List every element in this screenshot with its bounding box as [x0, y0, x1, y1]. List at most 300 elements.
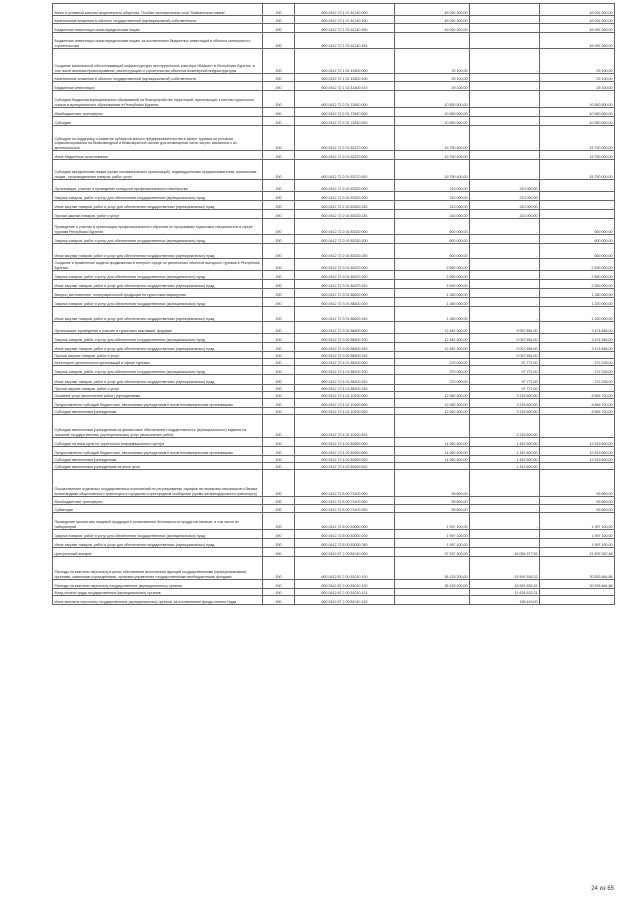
row-classification-cell: 600 0412 72 2 01 82270 810: [295, 160, 395, 180]
row-code-cell: 200: [263, 399, 295, 408]
row-approved-cell: 10 550 500,00: [395, 108, 470, 117]
row-remaining-cell: 2 590 000,00: [540, 271, 615, 280]
row-remaining-cell: 2 590 000,00: [540, 259, 615, 271]
row-remaining-cell: -: [540, 415, 615, 438]
row-remaining-cell: 8 846 700,00: [540, 399, 615, 408]
table-row: [53, 375, 615, 385]
row-code-cell: 200: [263, 180, 295, 192]
row-approved-cell: 12 082 300,00: [395, 399, 470, 408]
table-row: [53, 322, 615, 334]
row-classification-cell: 600 0412 72 3 02 88400 244: [295, 352, 395, 359]
table-row: [53, 271, 615, 280]
row-classification-cell: 600 0412 72 2 01 72810 500: [295, 108, 395, 117]
row-remaining-cell: 272 228,00: [540, 366, 615, 375]
row-classification-cell: 600 0412 72 4 02 10100 600: [295, 399, 395, 408]
row-executed-cell: -: [470, 244, 540, 259]
row-name-cell: Субсидии автономным учреждениям: [53, 408, 263, 415]
row-code-cell: 200: [263, 366, 295, 375]
table-row: [53, 259, 615, 271]
row-classification-cell: 600 0412 72 3 02 88400 200: [295, 334, 395, 343]
row-executed-cell: 1 442 600,00: [470, 463, 540, 470]
row-executed-cell: 3 215 600,00: [470, 408, 540, 415]
row-name-cell: Проведение экспертизы пищевой продукции и установление безопасности продуктов питания, в том числе из лабораторий: [53, 513, 263, 530]
row-remaining-cell: 8 846 700,00: [540, 392, 615, 399]
row-approved-cell: 2 590 000,00: [395, 271, 470, 280]
row-code-cell: 200: [263, 16, 295, 24]
table-row: [53, 438, 615, 447]
row-code-cell: 200: [263, 151, 295, 160]
row-classification-cell: 600 0412 72 4 01 88100 200: [295, 366, 395, 375]
row-name-cell: Субсидии автономным учреждениям: [53, 456, 263, 463]
row-approved-cell: 1 280 000,00: [395, 307, 470, 322]
row-name-cell: Иные выплаты персоналу государственных (муниципальных) органов, за исключением фонда оплаты труда: [53, 596, 263, 605]
row-remaining-cell: 29 100,00: [540, 82, 615, 91]
row-code-cell: 200: [263, 322, 295, 334]
row-name-cell: Создание и применение модели продвижения в интернет-среде по увеличению объектов въездного туризма в Республике Бурятия: [53, 259, 263, 271]
row-code-cell: 200: [263, 438, 295, 447]
row-name-cell: Мониторинг деятельности организаций в сфере туризма: [53, 359, 263, 366]
table-row: [53, 235, 615, 244]
row-executed-cell: 97 772,00: [470, 375, 540, 385]
row-name-cell: Субсидия на поддержку и развитие субъектов малого предпринимательства в сфере туризма на условиях софинансирования на безвозмездной и безвозвратной основе для возмещения части затрат, связанных с их деятельностью: [53, 126, 263, 151]
row-code-cell: 200: [263, 415, 295, 438]
row-classification-cell: 600 0412 72 3 01 82670 240: [295, 280, 395, 289]
row-approved-cell: 49 092 300,00: [395, 16, 470, 24]
row-executed-cell: 1 442 600,00: [470, 438, 540, 447]
row-approved-cell: 1 997 100,00: [395, 530, 470, 539]
row-classification-cell: 600 0412 72 4 02 10100 000: [295, 392, 395, 399]
row-classification-cell: 600 0412 72 3 01 88200 240: [295, 307, 395, 322]
row-remaining-cell: 59 800,00: [540, 505, 615, 513]
row-code-cell: 200: [263, 375, 295, 385]
row-remaining-cell: 1 200 000,00: [540, 298, 615, 307]
row-approved-cell: 29 100,00: [395, 82, 470, 91]
row-code-cell: 200: [263, 596, 295, 605]
row-name-cell: Прочая закупка товаров, работ и услуг: [53, 210, 263, 219]
table-row: [53, 447, 615, 456]
row-name-cell: Прочая закупка товаров, работ и услуг: [53, 385, 263, 392]
row-remaining-cell: 1 997 100,00: [540, 539, 615, 548]
row-approved-cell: 210 000,00: [395, 180, 470, 192]
row-executed-cell: -: [470, 530, 540, 539]
row-remaining-cell: 19 750 000,00: [540, 151, 615, 160]
row-executed-cell: 15 591 535,32: [470, 557, 540, 580]
row-name-cell: Иные закупки товаров, работ и услуг для обеспечения государственных (муниципальных) нужд: [53, 307, 263, 322]
row-code-cell: 200: [263, 497, 295, 505]
table-row: [53, 160, 615, 180]
row-executed-cell: 3 215 600,00: [470, 415, 540, 438]
table-row: [53, 456, 615, 463]
row-executed-cell: -: [470, 4, 540, 16]
row-code-cell: 200: [263, 589, 295, 596]
row-remaining-cell: 49 092 300,00: [540, 33, 615, 49]
table-row: [53, 4, 615, 16]
table-row: [53, 307, 615, 322]
row-executed-cell: 9 067 654,00: [470, 334, 540, 343]
row-name-cell: Субвенции: [53, 505, 263, 513]
row-code-cell: 200: [263, 385, 295, 392]
row-classification-cell: 600 0412 72 3 01 82670 200: [295, 271, 395, 280]
row-approved-cell: 210 000,00: [395, 192, 470, 201]
row-name-cell: Закупка товаров, работ и услуг для обеспечения государственных (муниципальных) нужд: [53, 235, 263, 244]
row-classification-cell: 600 0412 87 2 00 81010 121: [295, 589, 395, 596]
row-classification-cell: 600 0412 72 2 01 82270 800: [295, 151, 395, 160]
row-executed-cell: 97 772,00: [470, 359, 540, 366]
row-name-cell: Иные закупки товаров, работ и услуг для обеспечения государственных (муниципальных) нужд: [53, 375, 263, 385]
row-approved-cell: 12 482 300,00: [395, 322, 470, 334]
row-name-cell: Закупка товаров, работ и услуг для обеспечения государственных (муниципальных) нужд: [53, 271, 263, 280]
report-page: [52, 3, 614, 605]
row-name-cell: Предоставление субсидий бюджетным, автономным учреждениям и иным некоммерческим организациям: [53, 447, 263, 456]
row-name-cell: Организация, участие и проведение конкурсов профессионального мастерства: [53, 180, 263, 192]
row-code-cell: 200: [263, 447, 295, 456]
row-remaining-cell: 272 228,00: [540, 375, 615, 385]
table-row: [53, 589, 615, 596]
row-approved-cell: 19 750 400,00: [395, 151, 470, 160]
table-row: [53, 343, 615, 352]
row-name-cell: Бюджетные инвестиции: [53, 82, 263, 91]
row-remaining-cell: 1 200 000,00: [540, 307, 615, 322]
row-approved-cell: 210 000,00: [395, 201, 470, 210]
row-executed-cell: 210 000,00: [470, 192, 540, 201]
row-approved-cell: 2 590 000,00: [395, 280, 470, 289]
table-row: [53, 49, 615, 74]
row-approved-cell: 14 062 400,00: [395, 447, 470, 456]
row-name-cell: Бюджетные инвестиции иным юридическим лицам: [53, 24, 263, 33]
row-code-cell: 200: [263, 91, 295, 108]
table-row: [53, 399, 615, 408]
row-classification-cell: 600 0412 72 1 01 61240 452: [295, 33, 395, 49]
row-remaining-cell: 2 590 000,00: [540, 280, 615, 289]
row-code-cell: 200: [263, 548, 295, 557]
row-approved-cell: -: [395, 596, 470, 605]
row-name-cell: Иные закупки товаров, работ и услуг для обеспечения государственных (муниципальных) нужд: [53, 201, 263, 210]
row-classification-cell: 600 0412 87 2 00 81010 000: [295, 548, 395, 557]
row-classification-cell: 600 0412 72 8 00 83000 240: [295, 539, 395, 548]
row-remaining-cell: 29 100,00: [540, 49, 615, 74]
row-approved-cell: 19 750 400,00: [395, 126, 470, 151]
row-code-cell: 200: [263, 24, 295, 33]
row-code-cell: 200: [263, 298, 295, 307]
row-approved-cell: 12 482 300,00: [395, 343, 470, 352]
row-executed-cell: -: [470, 151, 540, 160]
row-approved-cell: 29 100,00: [395, 74, 470, 82]
row-approved-cell: -: [395, 385, 470, 392]
row-classification-cell: 600 0412 72 4 02 82690 622: [295, 463, 395, 470]
row-classification-cell: 600 0412 87 2 00 81010 122: [295, 596, 395, 605]
row-name-cell: Фонд оплаты труда государственных (муниципальных) органов: [53, 589, 263, 596]
table-row: [53, 289, 615, 298]
row-remaining-cell: 20 533 664,68: [540, 557, 615, 580]
row-executed-cell: -: [470, 280, 540, 289]
row-classification-cell: 600 0412 72 8 00 73100 000: [295, 470, 395, 497]
row-code-cell: 200: [263, 359, 295, 366]
row-classification-cell: 600 0412 72 2 01 72810 520: [295, 117, 395, 126]
row-approved-cell: -: [395, 352, 470, 359]
row-executed-cell: -: [470, 289, 540, 298]
table-row: [53, 470, 615, 497]
table-row: [53, 117, 615, 126]
row-name-cell: Субсидии: [53, 117, 263, 126]
budget-table-body: [53, 4, 615, 605]
table-row: [53, 580, 615, 589]
row-approved-cell: 14 062 400,00: [395, 438, 470, 447]
row-executed-cell: 9 007 654,00: [470, 343, 540, 352]
row-approved-cell: 49 092 300,00: [395, 24, 470, 33]
row-executed-cell: -: [470, 513, 540, 530]
row-approved-cell: 59 800,00: [395, 497, 470, 505]
table-row: [53, 280, 615, 289]
row-remaining-cell: -: [540, 589, 615, 596]
row-executed-cell: 97 772,00: [470, 385, 540, 392]
table-row: [53, 192, 615, 201]
row-code-cell: 200: [263, 530, 295, 539]
row-remaining-cell: 8 846 700,00: [540, 408, 615, 415]
row-executed-cell: 1 442 600,00: [470, 456, 540, 463]
row-remaining-cell: -: [540, 210, 615, 219]
row-executed-cell: -: [470, 298, 540, 307]
row-remaining-cell: -: [540, 463, 615, 470]
row-approved-cell: 19 790 400,00: [395, 160, 470, 180]
row-classification-cell: 600 0412 72 3 02 88400 240: [295, 343, 395, 352]
table-row: [53, 24, 615, 33]
row-classification-cell: 600 0412 72 2 01 72810 000: [295, 91, 395, 108]
row-executed-cell: -: [470, 49, 540, 74]
row-remaining-cell: -: [540, 201, 615, 210]
row-executed-cell: 210 000,00: [470, 201, 540, 210]
row-remaining-cell: 10 550 500,00: [540, 91, 615, 108]
row-classification-cell: 600 0412 72 4 02 82690 600: [295, 447, 395, 456]
row-name-cell: Бюджетные инвестиции иным юридическим лицам, за исключением бюджетных инвестиций в объекты капитального строительства: [53, 33, 263, 49]
row-executed-cell: -: [470, 91, 540, 108]
row-code-cell: 200: [263, 456, 295, 463]
row-name-cell: Иные закупки товаров, работ и услуг для обеспечения государственных (муниципальных) нужд: [53, 280, 263, 289]
row-name-cell: Закупка товаров, работ и услуг для обеспечения государственных (муниципальных) нужд: [53, 192, 263, 201]
row-classification-cell: 600 0412 72 1 01 61240 400: [295, 16, 395, 24]
row-classification-cell: 600 0412 72 1 02 43400 400: [295, 74, 395, 82]
row-remaining-cell: 3 474 646,00: [540, 343, 615, 352]
row-code-cell: 200: [263, 219, 295, 235]
row-name-cell: Субсидия бюджетам муниципальных образований на благоустройство территорий, прилегающих к местам туристского показа в муниципальных образованиях в Республике Бурятия: [53, 91, 263, 108]
row-executed-cell: -: [470, 307, 540, 322]
row-code-cell: 200: [263, 192, 295, 201]
row-executed-cell: -: [470, 126, 540, 151]
row-code-cell: 200: [263, 271, 295, 280]
row-classification-cell: 600 0412 72 2 02 83320 000: [295, 180, 395, 192]
row-code-cell: 200: [263, 280, 295, 289]
row-remaining-cell: -: [540, 180, 615, 192]
row-executed-cell: -: [470, 74, 540, 82]
row-classification-cell: 600 0412 72 2 02 83330 200: [295, 235, 395, 244]
table-row: [53, 548, 615, 557]
row-executed-cell: -: [470, 33, 540, 49]
row-approved-cell: 600 000,00: [395, 219, 470, 235]
row-name-cell: Расходы на выплаты персоналу в целях обеспечения выполнения функций государственными (муниципальными) органами, казенными учреждениями, органами управления государственными внебюджетными фондами: [53, 557, 263, 580]
row-remaining-cell: 59 800,00: [540, 497, 615, 505]
row-remaining-cell: 272 228,00: [540, 359, 615, 366]
table-row: [53, 415, 615, 438]
row-executed-cell: 158 419,00: [470, 596, 540, 605]
row-name-cell: Иные закупки товаров, работ и услуг для обеспечения государственных (муниципальных) нужд: [53, 244, 263, 259]
budget-table: [52, 3, 615, 605]
row-remaining-cell: 15 750 000,00: [540, 160, 615, 180]
row-classification-cell: 600 0412 72 2 02 83320 200: [295, 192, 395, 201]
row-executed-cell: 15 591 535,32: [470, 580, 540, 589]
table-row: [53, 298, 615, 307]
row-name-cell: Создание комплексной обеспечивающей инфраструктуры автотуристского кластера «Байкал» в Республике Бурятия, в том числе включая проектирование, реконструкцию и строительство объектов инженерной инфраструктуры: [53, 49, 263, 74]
table-row: [53, 33, 615, 49]
row-remaining-cell: 1 997 100,00: [540, 513, 615, 530]
row-approved-cell: 1 997 100,00: [395, 513, 470, 530]
table-row: [53, 219, 615, 235]
row-name-cell: Иные закупки товаров, работ и услуг для обеспечения государственных (муниципальных) нужд: [53, 539, 263, 548]
row-remaining-cell: 600 000,00: [540, 244, 615, 259]
row-name-cell: Центральный аппарат: [53, 548, 263, 557]
row-name-cell: Организация, проведение и участие в туристских выставках, форумах: [53, 322, 263, 334]
table-row: [53, 530, 615, 539]
row-classification-cell: 600 0412 72 4 01 88100 244: [295, 385, 395, 392]
row-remaining-cell: 12 619 800,00: [540, 456, 615, 463]
row-executed-cell: -: [470, 271, 540, 280]
row-code-cell: 200: [263, 235, 295, 244]
table-row: [53, 505, 615, 513]
table-row: [53, 16, 615, 24]
row-approved-cell: 2 590 000,00: [395, 259, 470, 271]
row-executed-cell: -: [470, 24, 540, 33]
row-executed-cell: 9 067 654,00: [470, 352, 540, 359]
row-remaining-cell: 10 550 500,00: [540, 117, 615, 126]
row-executed-cell: -: [470, 539, 540, 548]
row-code-cell: 200: [263, 334, 295, 343]
table-row: [53, 74, 615, 82]
row-remaining-cell: 21 592 922,48: [540, 548, 615, 557]
row-classification-cell: 600 0412 72 1 02 43400 000: [295, 49, 395, 74]
row-remaining-cell: 3 474 646,00: [540, 334, 615, 343]
row-executed-cell: -: [470, 16, 540, 24]
row-remaining-cell: -: [540, 596, 615, 605]
row-name-cell: Проведение и участие в организации профессионального обучения по программам подготовки специалистов в сфере туризма Республики Бурятия: [53, 219, 263, 235]
row-executed-cell: 3 215 600,00: [470, 399, 540, 408]
row-remaining-cell: 29 100,00: [540, 74, 615, 82]
row-code-cell: 200: [263, 289, 295, 298]
row-code-cell: 200: [263, 4, 295, 16]
row-executed-cell: 1 442 600,00: [470, 447, 540, 456]
table-row: [53, 91, 615, 108]
row-code-cell: 200: [263, 33, 295, 49]
row-approved-cell: 370 000,00: [395, 375, 470, 385]
row-classification-cell: 600 0412 72 8 00 73100 500: [295, 497, 395, 505]
row-name-cell: Субсидии автономным учреждениям на финансовое обеспечение государственного (муниципального) задания на оказание государственных (муниципальных) услуг (выполнение работ): [53, 415, 263, 438]
row-code-cell: 200: [263, 408, 295, 415]
row-classification-cell: 600 0412 72 3 02 88400 000: [295, 322, 395, 334]
row-remaining-cell: 1 280 000,00: [540, 289, 615, 298]
row-approved-cell: 36 125 200,00: [395, 580, 470, 589]
row-name-cell: Закупка товаров, работ и услуг для обеспечения государственных (муниципальных) нужд: [53, 530, 263, 539]
table-row: [53, 408, 615, 415]
row-classification-cell: 600 0412 87 2 00 81010 100: [295, 557, 395, 580]
row-executed-cell: -: [470, 505, 540, 513]
row-code-cell: 200: [263, 74, 295, 82]
row-classification-cell: 600 0412 72 8 00 83000 000: [295, 513, 395, 530]
row-executed-cell: -: [470, 108, 540, 117]
row-code-cell: 200: [263, 117, 295, 126]
row-code-cell: 200: [263, 244, 295, 259]
row-name-cell: Межбюджетные трансферты: [53, 497, 263, 505]
row-classification-cell: 600 0412 72 1 01 61240 000: [295, 4, 395, 16]
row-remaining-cell: 49 092 300,00: [540, 4, 615, 16]
row-remaining-cell: -: [540, 192, 615, 201]
table-row: [53, 108, 615, 117]
row-name-cell: Предоставление субсидий бюджетным, автономным учреждениям и иным некоммерческим организациям: [53, 399, 263, 408]
row-approved-cell: 12 062 300,00: [395, 408, 470, 415]
row-approved-cell: 1 280 000,00: [395, 289, 470, 298]
row-name-cell: Иные закупки товаров, работ и услуг для обеспечения государственных (муниципальных) нужд: [53, 343, 263, 352]
row-executed-cell: 3 215 600,00: [470, 392, 540, 399]
row-code-cell: 200: [263, 307, 295, 322]
row-code-cell: 200: [263, 352, 295, 359]
row-classification-cell: 600 0412 72 2 02 83330 240: [295, 244, 395, 259]
row-name-cell: Прочая закупка товаров, работ и услуг: [53, 352, 263, 359]
row-executed-cell: -: [470, 160, 540, 180]
row-classification-cell: 600 0412 72 8 00 83000 200: [295, 530, 395, 539]
row-code-cell: 200: [263, 201, 295, 210]
table-row: [53, 201, 615, 210]
table-row: [53, 359, 615, 366]
table-row: [53, 392, 615, 399]
row-name-cell: Расходы на выплаты персоналу государственных (муниципальных) органов: [53, 580, 263, 589]
row-code-cell: 200: [263, 580, 295, 589]
row-classification-cell: 600 0412 72 2 02 83330 000: [295, 219, 395, 235]
row-remaining-cell: 12 619 800,00: [540, 438, 615, 447]
row-remaining-cell: 12 619 800,00: [540, 447, 615, 456]
row-executed-cell: -: [470, 497, 540, 505]
row-code-cell: 200: [263, 513, 295, 530]
row-approved-cell: 29 100,00: [395, 49, 470, 74]
row-classification-cell: 600 0412 72 3 01 88200 200: [295, 298, 395, 307]
row-approved-cell: 370 000,00: [395, 366, 470, 375]
table-row: [53, 352, 615, 359]
row-approved-cell: 10 550 500,00: [395, 91, 470, 108]
row-remaining-cell: 600 000,00: [540, 219, 615, 235]
table-row: [53, 385, 615, 392]
row-classification-cell: 600 0412 72 4 02 10100 620: [295, 408, 395, 415]
table-row: [53, 557, 615, 580]
row-executed-cell: 97 772,00: [470, 366, 540, 375]
row-remaining-cell: 59 800,00: [540, 470, 615, 497]
row-code-cell: 200: [263, 82, 295, 91]
row-name-cell: Закупка товаров, работ и услуг для обеспечения государственных (муниципальных) нужд: [53, 334, 263, 343]
row-executed-cell: -: [470, 470, 540, 497]
row-code-cell: 200: [263, 343, 295, 352]
row-approved-cell: 1 280 000,00: [395, 298, 470, 307]
row-classification-cell: 600 0412 72 1 02 43400 410: [295, 82, 395, 91]
row-code-cell: 200: [263, 126, 295, 151]
row-approved-cell: 59 800,00: [395, 470, 470, 497]
table-row: [53, 513, 615, 530]
row-classification-cell: 600 0412 72 2 02 83320 240: [295, 201, 395, 210]
table-row: [53, 180, 615, 192]
row-code-cell: 200: [263, 539, 295, 548]
row-remaining-cell: 20 533 664,68: [540, 580, 615, 589]
row-classification-cell: 600 0412 72 4 01 88100 000: [295, 359, 395, 366]
row-executed-cell: -: [470, 259, 540, 271]
row-approved-cell: 14 062 400,00: [395, 456, 470, 463]
row-approved-cell: 10 550 500,00: [395, 117, 470, 126]
row-name-cell: Субсидии юридическим лицам (кроме некоммерческих организаций), индивидуальным предпринимателям, физическим лицам - производителям товаров, работ, услуг: [53, 160, 263, 180]
row-classification-cell: 600 0412 72 1 01 61240 450: [295, 24, 395, 33]
row-approved-cell: 59 800,00: [395, 505, 470, 513]
row-code-cell: 200: [263, 392, 295, 399]
